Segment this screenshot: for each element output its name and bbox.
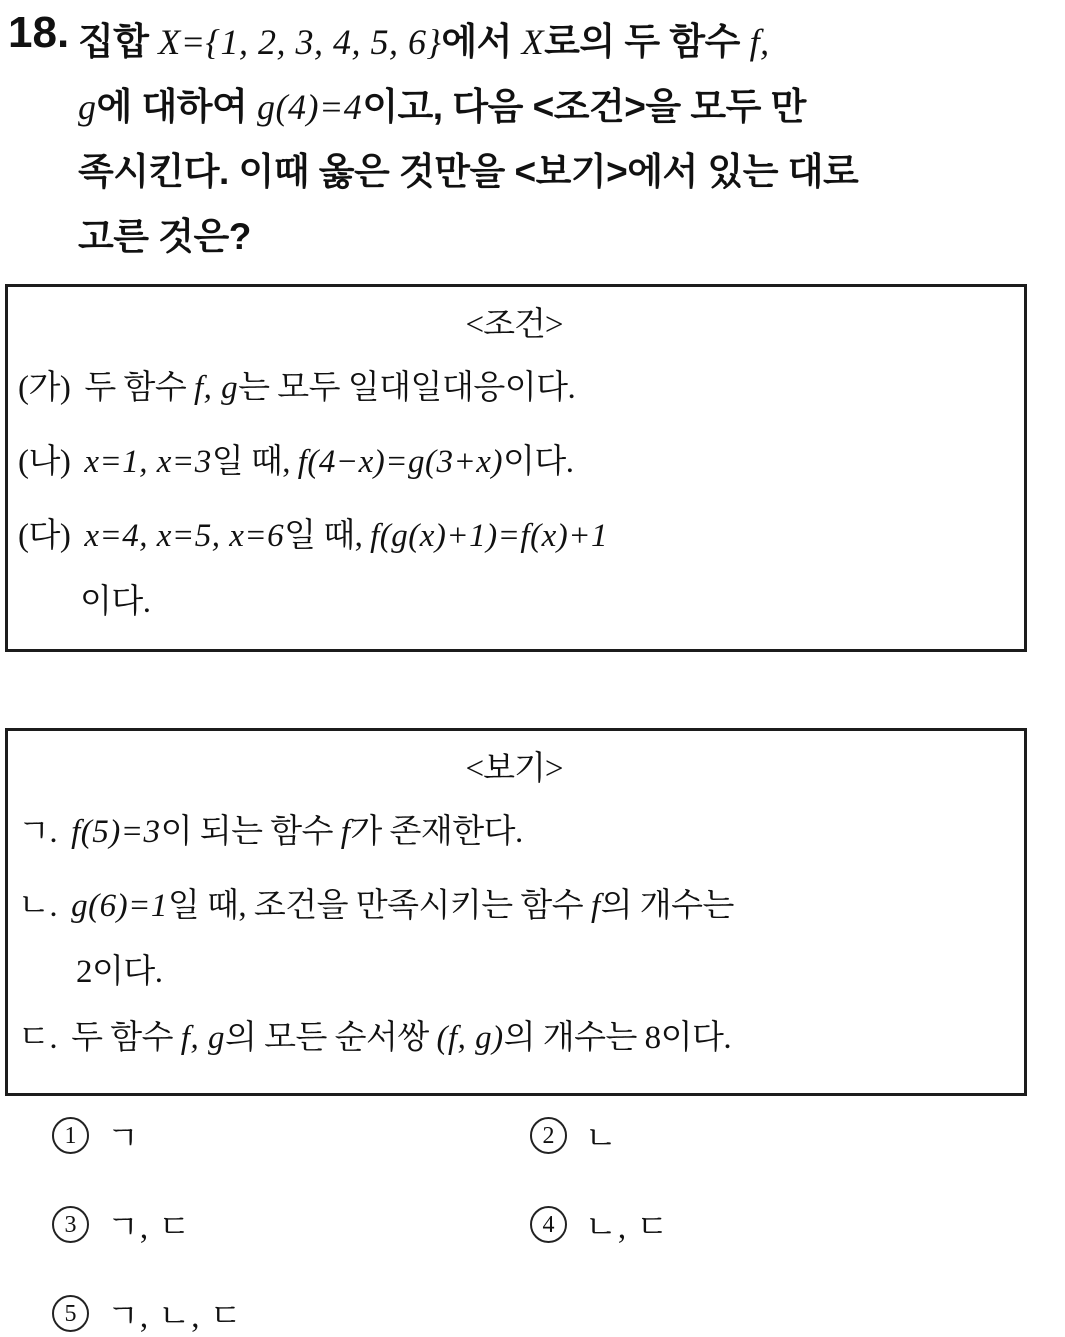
item-label: (나)	[18, 444, 71, 480]
math-ordered-pair: (f, g)	[436, 1020, 504, 1056]
item-text: 두 함수	[71, 1020, 181, 1056]
item-label: ㄴ.	[18, 888, 58, 924]
math-fg: f, g	[194, 370, 239, 406]
item-text: 두 함수	[84, 370, 194, 406]
math-g4: g(4)=4	[257, 87, 363, 127]
condition-item-da	[18, 499, 1010, 573]
item-text: 는 모두 일대일대응이다.	[238, 370, 576, 406]
item-text: 이 되는 함수	[160, 814, 341, 850]
choice-2[interactable]	[530, 1112, 1065, 1159]
math-f: f	[340, 814, 351, 850]
condition-box	[5, 284, 1027, 652]
choice-label: ㄱ, ㄷ	[107, 1210, 192, 1246]
item-text: 의 모든 순서쌍	[224, 1020, 437, 1056]
list-item-nieun	[18, 869, 1010, 943]
condition-box-title: <조건>	[465, 307, 563, 343]
item-label: ㄱ.	[18, 814, 58, 850]
question-line	[78, 140, 1055, 205]
math-set-x: X={1, 2, 3, 4, 5, 6}	[158, 22, 442, 62]
math-x-values: x=1, x=3	[84, 444, 212, 480]
choice-1[interactable]	[52, 1112, 530, 1159]
math-g6: g(6)=1	[71, 888, 168, 924]
question-line	[78, 205, 1055, 270]
choice-circle: 1	[52, 1117, 89, 1154]
condition-item-ga	[18, 351, 1010, 425]
item-text: 의 개수는 8이다.	[503, 1020, 732, 1056]
item-text: 일 때,	[211, 444, 298, 480]
choice-label: ㄱ	[107, 1121, 140, 1157]
stem-text: 이고, 다음 <조건>을 모두 만	[362, 86, 806, 127]
choice-label: ㄴ	[585, 1121, 618, 1157]
stem-text: 에 대하여	[96, 86, 258, 127]
choice-circle: 4	[530, 1206, 567, 1243]
item-text: 의 개수는	[600, 888, 734, 924]
choice-circle: 3	[52, 1206, 89, 1243]
choice-5[interactable]	[52, 1290, 530, 1337]
item-text: 일 때, 조건을 만족시키는 함수	[167, 888, 591, 924]
choice-circle: 2	[530, 1117, 567, 1154]
list-box	[5, 728, 1027, 1096]
item-text: 가 존재한다.	[350, 814, 523, 850]
item-text: 일 때,	[284, 518, 371, 554]
math-f: f	[590, 888, 601, 924]
item-label: (다)	[18, 518, 71, 554]
question-stem	[0, 10, 1065, 270]
question-number: 18.	[8, 8, 70, 57]
question-lines	[78, 10, 1055, 270]
list-item-digeut	[18, 1001, 1010, 1075]
stem-text: 집합	[78, 21, 159, 62]
math-x-values: x=4, x=5, x=6	[84, 518, 285, 554]
choice-label: ㄱ, ㄴ, ㄷ	[107, 1299, 243, 1335]
stem-text: 족시킨다. 이때 옳은 것만을 <보기>에서 있는 대로	[78, 151, 859, 192]
stem-text: 로의 두 함수	[544, 21, 750, 62]
answer-choices	[0, 1112, 1065, 1337]
list-item-giyeok	[18, 795, 1010, 869]
stem-text: 고른 것은?	[78, 216, 251, 257]
condition-item-da-continuation: 이다.	[80, 584, 151, 620]
choice-label: ㄴ, ㄷ	[585, 1210, 670, 1246]
question-line	[78, 75, 1055, 140]
math-x: X	[521, 22, 545, 62]
choice-4[interactable]	[530, 1201, 1065, 1248]
condition-item-na	[18, 425, 1010, 499]
math-equation: f(g(x)+1)=f(x)+1	[370, 518, 608, 554]
math-equation: f(4−x)=g(3+x)	[297, 444, 503, 480]
list-box-title: <보기>	[465, 751, 563, 787]
choice-circle: 5	[52, 1295, 89, 1332]
stem-text: 에서	[441, 21, 522, 62]
math-g: g	[78, 87, 97, 127]
question-line	[78, 10, 1055, 75]
math-f: f,	[749, 22, 770, 62]
list-item-nieun-continuation: 2이다.	[76, 954, 163, 990]
item-label: ㄷ.	[18, 1020, 58, 1056]
math-f5: f(5)=3	[71, 814, 161, 850]
math-fg: f, g	[180, 1020, 225, 1056]
item-label: (가)	[18, 370, 71, 406]
choice-3[interactable]	[52, 1201, 530, 1248]
item-text: 이다.	[502, 444, 574, 480]
